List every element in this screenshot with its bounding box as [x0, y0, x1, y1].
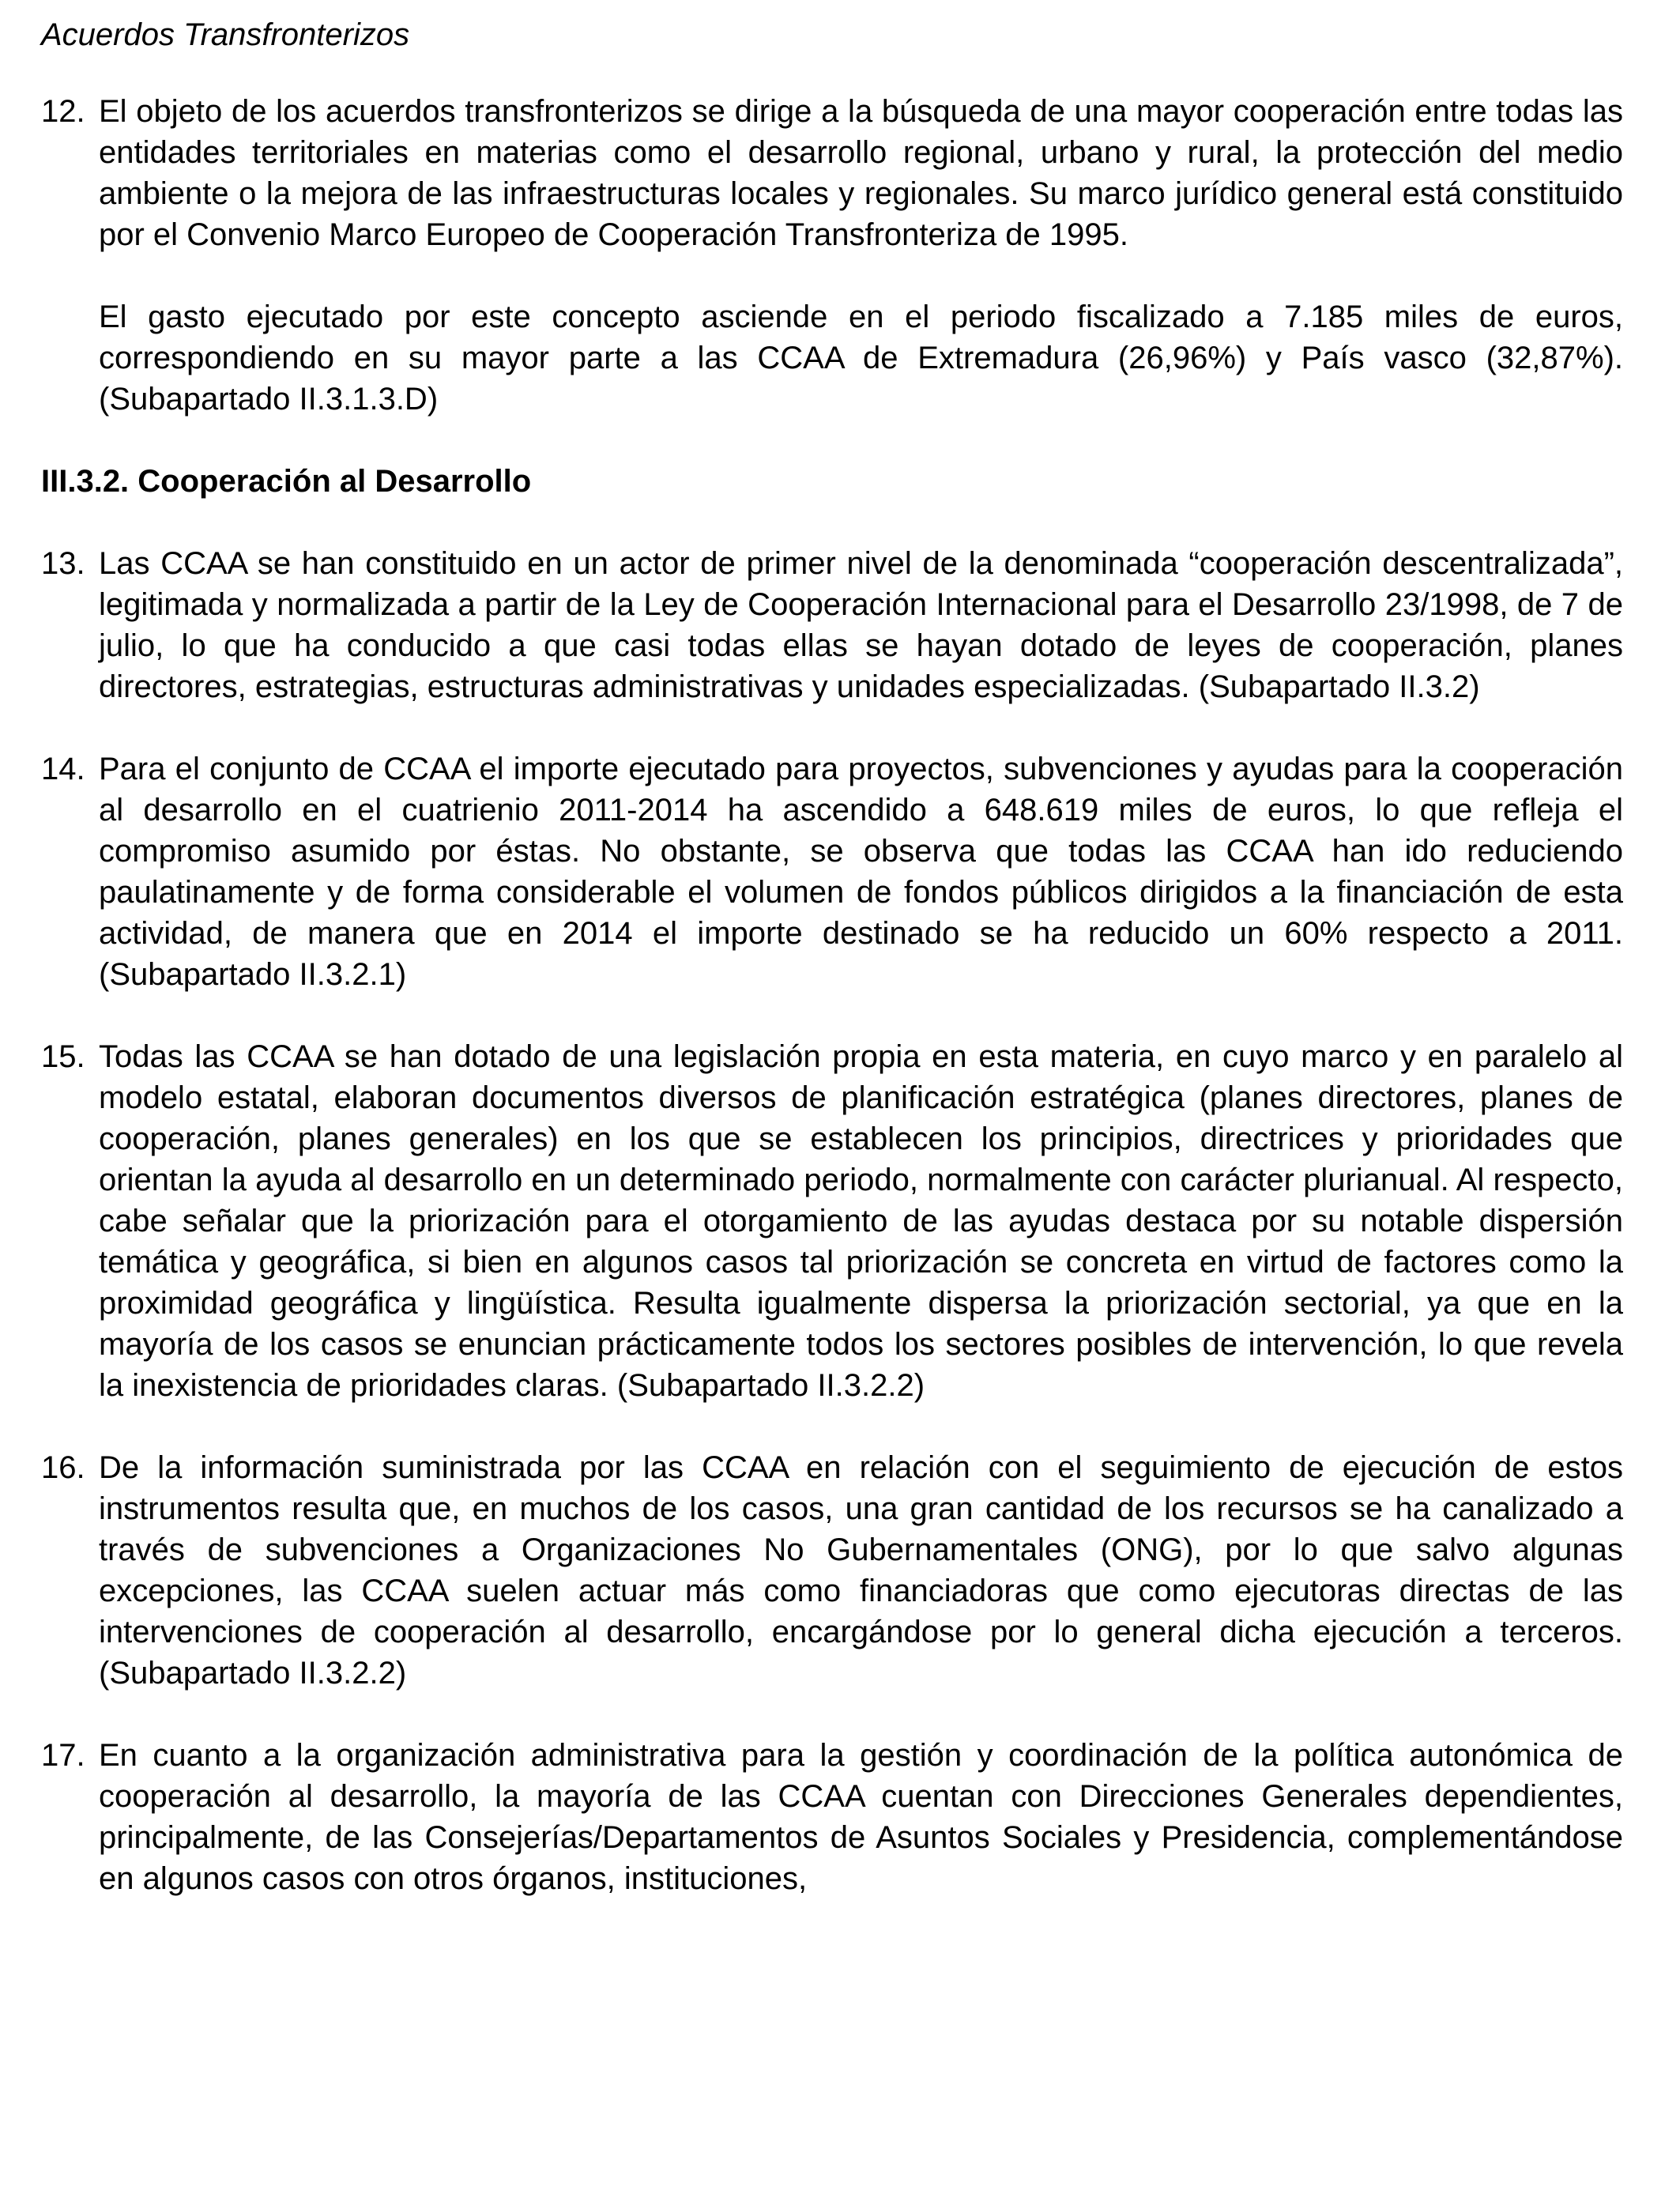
item-body: [99, 1735, 1623, 1899]
paragraph: Todas las CCAA se han dotado de una legislación propia en esta materia, en cuyo marco y en paralelo al modelo estatal, elaboran documentos diversos de planificación estratégica (planes directores, planes de cooperación, planes generales) en los que se establecen los principios, directrices y prioridades que orientan la ayuda al desarrollo en un determinado periodo, normalmente con carácter plurianual. Al respecto, cabe señalar que la priorización para el otorgamiento de las ayudas destaca por su notable dispersión temática y geográfica, si bien en algunos casos tal priorización se concreta en virtud de factores como la proximidad geográfica y lingüística. Resulta igualmente dispersa la priorización sectorial, ya que en la mayoría de los casos se enuncian prácticamente todos los sectores posibles de intervención, lo que revela la inexistencia de prioridades claras. (Subapartado II.3.2.2): [99, 1039, 1623, 1403]
item-number: 14.: [41, 752, 85, 786]
paragraph: El objeto de los acuerdos transfronterizos se dirige a la búsqueda de una mayor cooperación entre todas las entidades territoriales en materias como el desarrollo regional, urbano y rural, la protección del medio ambiente o la mejora de las infraestructuras locales y regionales. Su marco jurídico general está constituido por el Convenio Marco Europeo de Cooperación Transfronteriza de 1995.: [99, 94, 1623, 252]
list-item-16: [41, 1447, 1623, 1694]
document-page: [41, 14, 1623, 1899]
item-body: [99, 1036, 1623, 1406]
item-body: [99, 543, 1623, 707]
paragraph: Las CCAA se han constituido en un actor de primer nivel de la denominada “cooperación descentralizada”, legitimada y normalizada a partir de la Ley de Cooperación Internacional para el Desarrollo 23/1998, de 7 de julio, lo que ha conducido a que casi todas ellas se hayan dotado de leyes de cooperación, planes directores, estrategias, estructuras administrativas y unidades especializadas. (Subapartado II.3.2): [99, 546, 1623, 704]
item-number: 16.: [41, 1450, 85, 1485]
list-item-12: [41, 91, 1623, 420]
running-title: Acuerdos Transfronterizos: [41, 17, 410, 52]
list-item-13: [41, 543, 1623, 707]
item-number: 12.: [41, 94, 85, 129]
list-item-14: [41, 748, 1623, 995]
section-heading: III.3.2. Cooperación al Desarrollo: [41, 464, 532, 499]
item-body: [99, 1447, 1623, 1694]
item-body: [99, 91, 1623, 420]
item-number: 13.: [41, 546, 85, 581]
paragraph: De la información suministrada por las CCAA en relación con el seguimiento de ejecución de estos instrumentos resulta que, en muchos de los casos, una gran cantidad de los recursos se ha canalizado a través de subvenciones a Organizaciones No Gubernamentales (ONG), por lo que salvo algunas excepciones, las CCAA suelen actuar más como financiadoras que como ejecutoras directas de las intervenciones de cooperación al desarrollo, encargándose por lo general dicha ejecución a terceros. (Subapartado II.3.2.2): [99, 1450, 1623, 1691]
paragraph: En cuanto a la organización administrativa para la gestión y coordinación de la política autonómica de cooperación al desarrollo, la mayoría de las CCAA cuentan con Direcciones Generales dependientes, principalmente, de las Consejerías/Departamentos de Asuntos Sociales y Presidencia, complementándose en algunos casos con otros órganos, instituciones,: [99, 1738, 1623, 1896]
paragraph: Para el conjunto de CCAA el importe ejecutado para proyectos, subvenciones y ayudas para la cooperación al desarrollo en el cuatrienio 2011-2014 ha ascendido a 648.619 miles de euros, lo que refleja el compromiso asumido por éstas. No obstante, se observa que todas las CCAA han ido reduciendo paulatinamente y de forma considerable el volumen de fondos públicos dirigidos a la financiación de esta actividad, de manera que en 2014 el importe destinado se ha reducido un 60% respecto a 2011. (Subapartado II.3.2.1): [99, 752, 1623, 992]
paragraph: El gasto ejecutado por este concepto asciende en el periodo fiscalizado a 7.185 miles de euros, correspondiendo en su mayor parte a las CCAA de Extremadura (26,96%) y País vasco (32,87%). (Subapartado II.3.1.3.D): [99, 300, 1623, 417]
item-body: [99, 748, 1623, 995]
list-item-17: [41, 1735, 1623, 1899]
item-number: 15.: [41, 1039, 85, 1074]
list-item-15: [41, 1036, 1623, 1406]
item-number: 17.: [41, 1738, 85, 1773]
